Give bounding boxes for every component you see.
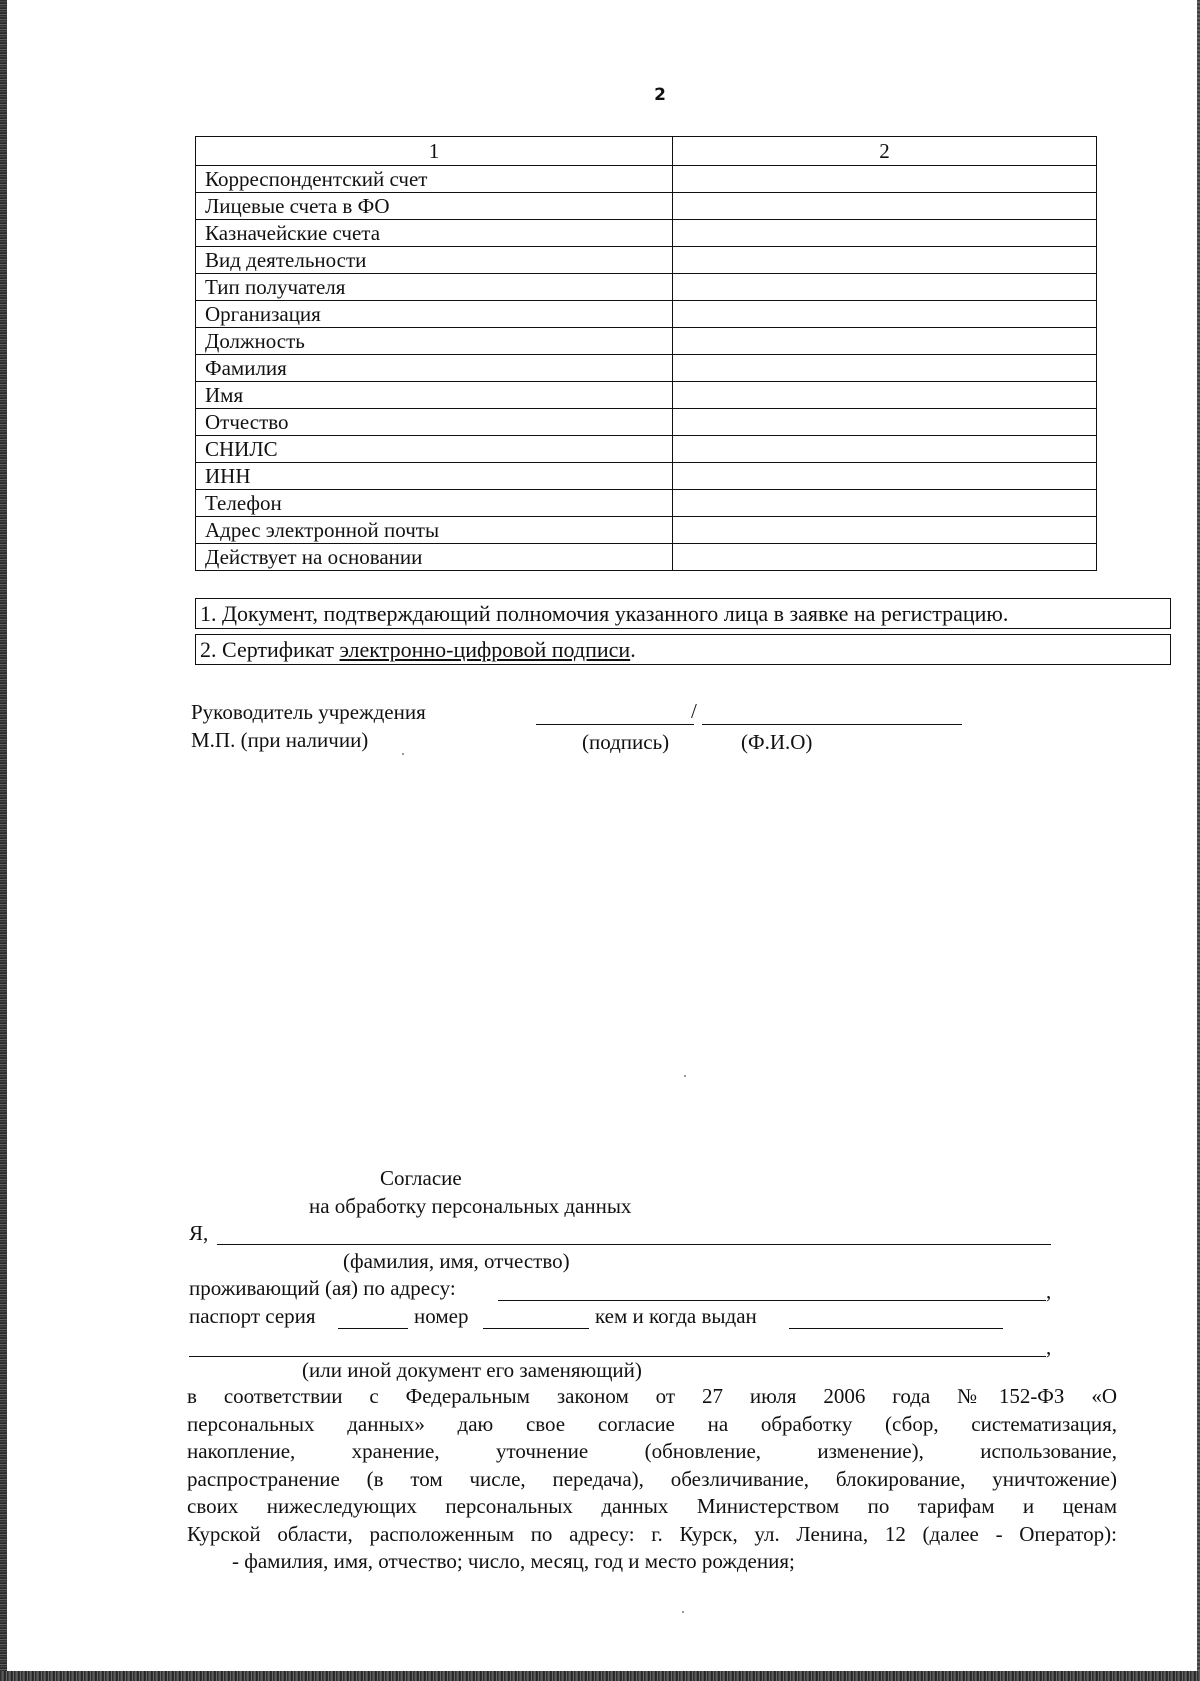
table-row [196, 382, 1097, 409]
table-row-label: Организация [196, 301, 673, 328]
passport-number-label: номер [414, 1304, 469, 1328]
table-row-label: Тип получателя [196, 274, 673, 301]
full-name-field-line [217, 1244, 1051, 1245]
table-row-label: Корреспондентский счет [196, 166, 673, 193]
alt-document-caption: (или иной документ его заменяющий) [302, 1358, 642, 1382]
attachment-item-2-suffix: . [630, 637, 636, 662]
consent-body-line: своих нижеследующих персональных данных Министерством по тарифам и ценам [187, 1494, 1117, 1518]
table-row-value [673, 517, 1097, 544]
registration-table [195, 136, 1097, 571]
table-row [196, 247, 1097, 274]
full-name-field-caption: (фамилия, имя, отчество) [343, 1249, 570, 1273]
table-row-value [673, 274, 1097, 301]
table-header-col1: 1 [196, 137, 673, 166]
stamp-label: М.П. (при наличии) [191, 728, 369, 752]
table-row-value [673, 544, 1097, 571]
table-row-label: СНИЛС [196, 436, 673, 463]
consent-i-label: Я, [189, 1221, 209, 1245]
table-row [196, 328, 1097, 355]
passport-series-label: паспорт серия [189, 1304, 316, 1328]
table-row [196, 274, 1097, 301]
address-field-line [498, 1300, 1046, 1301]
issued-comma: , [1046, 1335, 1052, 1359]
table-row [196, 220, 1097, 247]
address-comma: , [1046, 1279, 1052, 1303]
issued-by-line [789, 1328, 1003, 1329]
table-row-label: Лицевые счета в ФО [196, 193, 673, 220]
consent-body-line: персональных данных» даю свое согласие на обработку (сбор, систематизация, [187, 1411, 1117, 1436]
table-row-label: Вид деятельности [196, 247, 673, 274]
consent-body-line: в соответствии с Федеральным законом от 27 июля 2006 года №152-ФЗ «О [187, 1384, 1117, 1408]
full-name-line [702, 724, 962, 725]
consent-body [187, 1383, 1117, 1576]
scan-edge-left [0, 0, 7, 1681]
table-row [196, 301, 1097, 328]
table-row [196, 166, 1097, 193]
table-row-value [673, 193, 1097, 220]
table-row-label: Фамилия [196, 355, 673, 382]
attachment-item-2-prefix: 2. Сертификат [200, 637, 340, 662]
consent-list-item: - фамилия, имя, отчество; число, месяц, год и место рождения; [232, 1549, 795, 1573]
scan-speck [684, 1075, 686, 1077]
table-row [196, 436, 1097, 463]
passport-number-line [483, 1328, 589, 1329]
table-row [196, 193, 1097, 220]
table-row-value [673, 166, 1097, 193]
signature-line [536, 724, 694, 725]
table-row-value [673, 409, 1097, 436]
digital-signature-term: электронно-цифровой подписи [339, 637, 631, 662]
table-row-label: Отчество [196, 409, 673, 436]
table-row-value [673, 382, 1097, 409]
full-name-caption: (Ф.И.О) [741, 730, 813, 754]
table-row-label: Имя [196, 382, 673, 409]
signature-caption: (подпись) [582, 730, 670, 754]
page-number: 2 [654, 85, 666, 105]
address-label: проживающий (ая) по адресу: [189, 1276, 456, 1300]
table-row-label: Должность [196, 328, 673, 355]
table-row [196, 490, 1097, 517]
table-header-col2: 2 [673, 137, 1097, 166]
scan-speck [402, 753, 404, 755]
table-row-value [673, 463, 1097, 490]
table-header-row [196, 137, 1097, 166]
table-row-value [673, 490, 1097, 517]
scan-edge-bottom [0, 1671, 1200, 1681]
attachment-item-2 [195, 634, 1171, 665]
scan-speck [682, 1611, 684, 1613]
table-row-label: ИНН [196, 463, 673, 490]
attachment-item-1: 1. Документ, подтверждающий полномочия указанного лица в заявке на регистрацию. [195, 598, 1171, 629]
consent-subtitle: на обработку персональных данных [309, 1194, 632, 1218]
consent-body-line: накопление, хранение, уточнение (обновление, изменение), использование, [187, 1439, 1117, 1463]
signature-slash: / [691, 699, 697, 723]
table-row-label: Казначейские счета [196, 220, 673, 247]
table-row-value [673, 436, 1097, 463]
issued-by-label: кем и когда выдан [595, 1304, 757, 1328]
consent-body-line: Курской области, расположенным по адресу: г. Курск, ул. Ленина, 12 (далее - Оператор): [187, 1521, 1117, 1546]
table-row [196, 544, 1097, 571]
table-row-label: Действует на основании [196, 544, 673, 571]
table-row [196, 463, 1097, 490]
consent-title: Согласие [380, 1166, 462, 1190]
table-row-label: Адрес электронной почты [196, 517, 673, 544]
table-row-value [673, 355, 1097, 382]
table-row [196, 355, 1097, 382]
table-row [196, 517, 1097, 544]
table-row [196, 409, 1097, 436]
table-row-value [673, 328, 1097, 355]
table-row-value [673, 220, 1097, 247]
table-row-value [673, 301, 1097, 328]
table-row-label: Телефон [196, 490, 673, 517]
head-of-institution-label: Руководитель учреждения [191, 700, 426, 724]
consent-body-line: распространение (в том числе, передача), обезличивание, блокирование, уничтожение) [187, 1466, 1117, 1491]
passport-series-line [338, 1328, 408, 1329]
table-row-value [673, 247, 1097, 274]
